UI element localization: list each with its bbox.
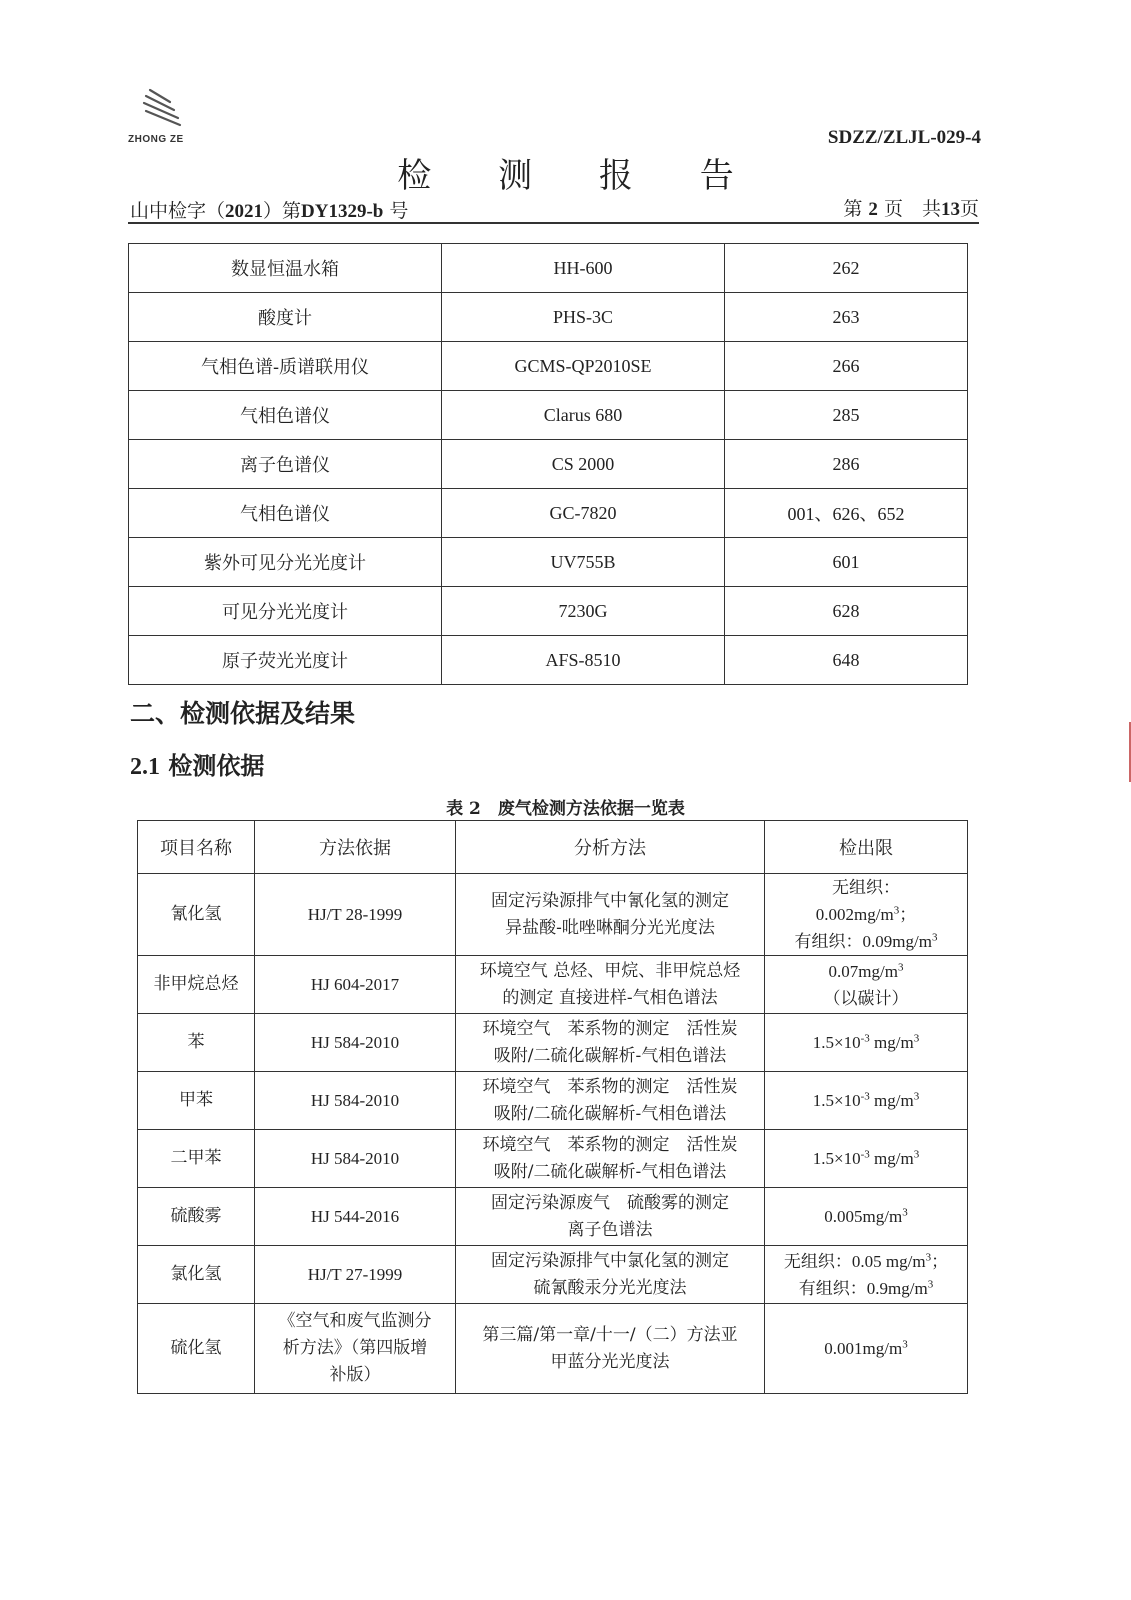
- standard-cell: HJ/T 28-1999: [255, 874, 456, 956]
- standard-cell: HJ 584-2010: [255, 1130, 456, 1188]
- column-header: 方法依据: [255, 821, 456, 874]
- method-cell: 环境空气 总烃、甲烷、非甲烷总烃 的测定 直接进样-气相色谱法: [456, 956, 765, 1014]
- equipment-number-cell: 286: [725, 440, 968, 489]
- method-table: [137, 820, 968, 1394]
- table-row: [129, 489, 968, 538]
- equipment-number-cell: 285: [725, 391, 968, 440]
- equipment-number-cell: 601: [725, 538, 968, 587]
- equipment-name-cell: 酸度计: [129, 293, 442, 342]
- equipment-number-cell: 262: [725, 244, 968, 293]
- header-rule: [128, 222, 979, 224]
- column-header: 检出限: [765, 821, 968, 874]
- method-cell: 固定污染源排气中氰化氢的测定 异盐酸-吡唑啉酮分光光度法: [456, 874, 765, 956]
- equipment-number-cell: 001、626、652: [725, 489, 968, 538]
- table-row: [129, 293, 968, 342]
- equipment-model-cell: GC-7820: [442, 489, 725, 538]
- equipment-model-cell: GCMS-QP2010SE: [442, 342, 725, 391]
- page-indicator: 第 2 页 共13页: [843, 198, 979, 220]
- item-cell: 苯: [138, 1014, 255, 1072]
- limit-cell: $1.5\times 10^{-3}$ $mg/m^3$: [765, 1072, 968, 1130]
- limit-cell: 无组织： $0.002mg/m^3$； 有组织：$0.09mg/m^3$: [765, 874, 968, 956]
- table-row: [138, 1130, 968, 1188]
- table-row: [138, 1246, 968, 1304]
- limit-cell: $1.5\times 10^{-3}$ $mg/m^3$: [765, 1130, 968, 1188]
- equipment-model-cell: PHS-3C: [442, 293, 725, 342]
- report-number: 山中检字（2021）第DY1329-b 号: [130, 200, 409, 222]
- section-heading: 二、检测依据及结果: [130, 699, 356, 728]
- standard-cell: HJ 584-2010: [255, 1014, 456, 1072]
- table-row: [129, 391, 968, 440]
- equipment-model-cell: Clarus 680: [442, 391, 725, 440]
- standard-cell: HJ 544-2016: [255, 1188, 456, 1246]
- table-row: [138, 1072, 968, 1130]
- equipment-number-cell: 648: [725, 636, 968, 685]
- equipment-name-cell: 气相色谱仪: [129, 391, 442, 440]
- equipment-model-cell: CS 2000: [442, 440, 725, 489]
- equipment-model-cell: UV755B: [442, 538, 725, 587]
- equipment-name-cell: 可见分光光度计: [129, 587, 442, 636]
- method-cell: 固定污染源排气中氯化氢的测定 硫氰酸汞分光光度法: [456, 1246, 765, 1304]
- table-row: [129, 342, 968, 391]
- standard-cell: HJ 604-2017: [255, 956, 456, 1014]
- standard-cell: HJ 584-2010: [255, 1072, 456, 1130]
- equipment-name-cell: 气相色谱仪: [129, 489, 442, 538]
- standard-cell: HJ/T 27-1999: [255, 1246, 456, 1304]
- equipment-model-cell: AFS-8510: [442, 636, 725, 685]
- method-cell: 第三篇/第一章/十一/（二）方法亚 甲蓝分光光度法: [456, 1304, 765, 1394]
- equipment-name-cell: 气相色谱-质谱联用仪: [129, 342, 442, 391]
- table-row: [129, 244, 968, 293]
- table-row: [138, 956, 968, 1014]
- equipment-name-cell: 原子荧光光度计: [129, 636, 442, 685]
- table-header-row: [138, 821, 968, 874]
- table-row: [138, 1304, 968, 1394]
- column-header: 分析方法: [456, 821, 765, 874]
- equipment-name-cell: 离子色谱仪: [129, 440, 442, 489]
- item-cell: 非甲烷总烃: [138, 956, 255, 1014]
- document-code: SDZZ/ZLJL-029-4: [827, 127, 981, 148]
- equipment-name-cell: 数显恒温水箱: [129, 244, 442, 293]
- equipment-number-cell: 266: [725, 342, 968, 391]
- logo-text: ZHONG ZE: [128, 134, 184, 145]
- equipment-name-cell: 紫外可见分光光度计: [129, 538, 442, 587]
- table-row: [129, 538, 968, 587]
- item-cell: 氯化氢: [138, 1246, 255, 1304]
- logo-stripes-icon: [140, 88, 186, 128]
- item-cell: 二甲苯: [138, 1130, 255, 1188]
- equipment-model-cell: HH-600: [442, 244, 725, 293]
- item-cell: 硫酸雾: [138, 1188, 255, 1246]
- item-cell: 硫化氢: [138, 1304, 255, 1394]
- table-row: [129, 440, 968, 489]
- page-title: 检 测 报 告: [397, 156, 762, 196]
- table-row: [138, 874, 968, 956]
- method-cell: 环境空气 苯系物的测定 活性炭 吸附/二硫化碳解析-气相色谱法: [456, 1014, 765, 1072]
- limit-cell: $1.5\times 10^{-3}$ $mg/m^3$: [765, 1014, 968, 1072]
- column-header: 项目名称: [138, 821, 255, 874]
- table-row: [129, 636, 968, 685]
- item-cell: 甲苯: [138, 1072, 255, 1130]
- equipment-table: [128, 243, 968, 685]
- limit-cell: $0.005mg/m^3$: [765, 1188, 968, 1246]
- method-cell: 环境空气 苯系物的测定 活性炭 吸附/二硫化碳解析-气相色谱法: [456, 1072, 765, 1130]
- subsection-heading: 2.1 检测依据: [130, 751, 265, 780]
- method-cell: 固定污染源废气 硫酸雾的测定 离子色谱法: [456, 1188, 765, 1246]
- company-logo: [128, 88, 198, 148]
- equipment-number-cell: 628: [725, 587, 968, 636]
- limit-cell: 无组织：0.05 $mg/m^3$； 有组织：$0.9mg/m^3$: [765, 1246, 968, 1304]
- item-cell: 氰化氢: [138, 874, 255, 956]
- standard-cell: 《空气和废气监测分 析方法》（第四版增 补版）: [255, 1304, 456, 1394]
- limit-cell: $0.001mg/m^3$: [765, 1304, 968, 1394]
- limit-cell: $0.07mg/m^3$ （以碳计）: [765, 956, 968, 1014]
- equipment-model-cell: 7230G: [442, 587, 725, 636]
- table-row: [138, 1188, 968, 1246]
- equipment-number-cell: 263: [725, 293, 968, 342]
- table-caption: 表 2 废气检测方法依据一览表: [446, 799, 685, 819]
- method-cell: 环境空气 苯系物的测定 活性炭 吸附/二硫化碳解析-气相色谱法: [456, 1130, 765, 1188]
- table-row: [129, 587, 968, 636]
- table-row: [138, 1014, 968, 1072]
